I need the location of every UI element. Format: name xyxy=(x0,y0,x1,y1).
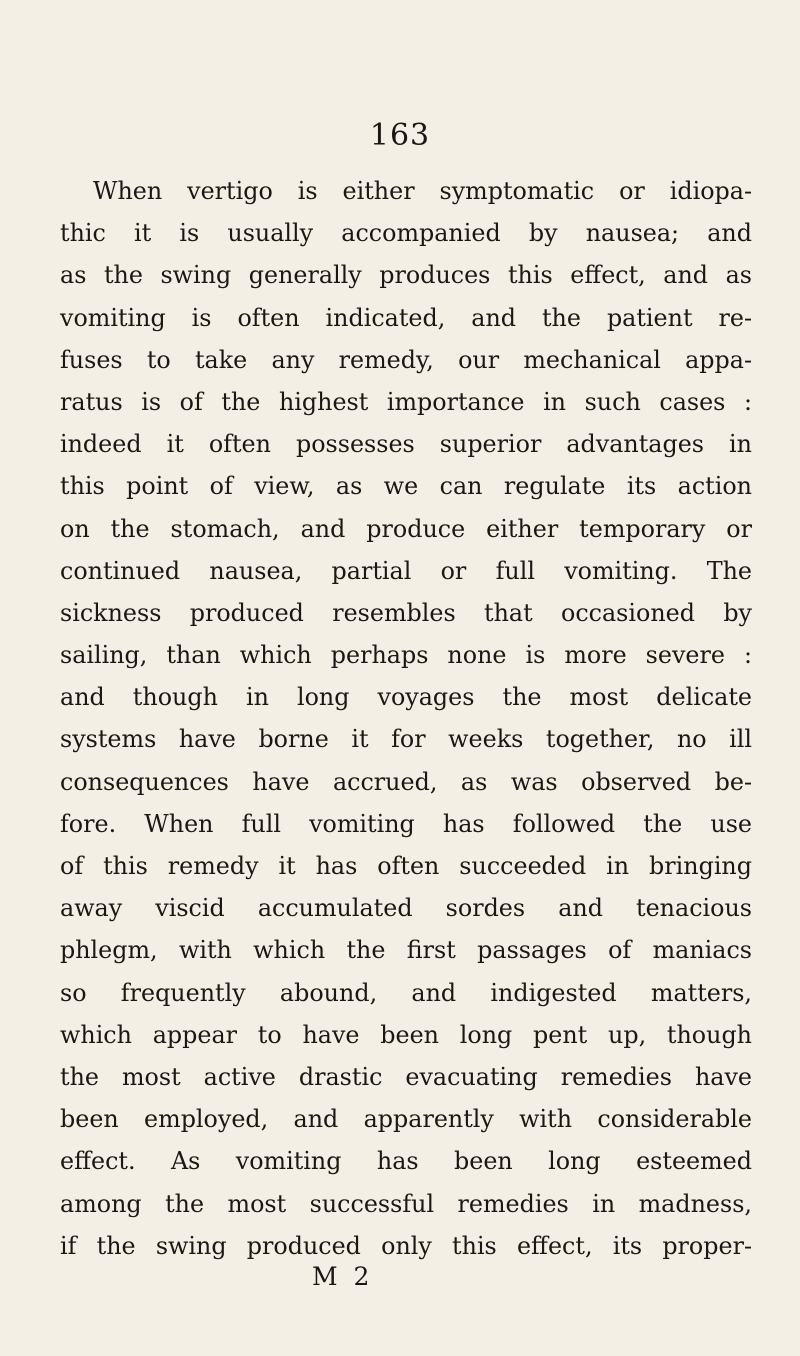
text-line: away viscid accumulated sordes and tenacious xyxy=(60,894,752,923)
text-line: systems have borne it for weeks together, no ill xyxy=(60,725,752,754)
text-line: if the swing produced only this effect, its proper- xyxy=(60,1231,752,1260)
text-line: ratus is of the highest importance in such cases : xyxy=(60,387,752,416)
text-line: so frequently abound, and indigested matters, xyxy=(60,978,752,1007)
text-line: consequences have accrued, as was observed be- xyxy=(60,767,752,796)
text-line: effect. As vomiting has been long esteemed xyxy=(60,1147,752,1176)
text-line: phlegm, with which the first passages of maniacs xyxy=(60,936,752,965)
text-line: which appear to have been long pent up, though xyxy=(60,1020,752,1049)
signature-mark: M 2 xyxy=(312,1262,374,1291)
page-number: 163 xyxy=(369,118,431,153)
text-line: on the stomach, and produce either temporary or xyxy=(60,514,752,543)
text-line: this point of view, as we can regulate its action xyxy=(60,472,752,501)
text-line: and though in long voyages the most delicate xyxy=(60,683,752,712)
text-line: been employed, and apparently with considerable xyxy=(60,1105,752,1134)
text-line: fuses to take any remedy, our mechanical appa- xyxy=(60,345,752,374)
text-line: among the most successful remedies in madness, xyxy=(60,1189,752,1218)
text-line: When vertigo is either symptomatic or idiopa- xyxy=(93,177,752,205)
text-line: sickness produced resembles that occasioned by xyxy=(60,598,752,627)
text-line: the most active drastic evacuating remedies have xyxy=(60,1062,752,1091)
text-line: as the swing generally produces this effect, and as xyxy=(60,261,752,290)
text-line: continued nausea, partial or full vomiting. The xyxy=(60,556,752,585)
text-line: of this remedy it has often succeeded in bringing xyxy=(60,852,752,880)
body-text xyxy=(60,170,752,1267)
text-line: thic it is usually accompanied by nausea; and xyxy=(60,219,752,248)
text-line: vomiting is often indicated, and the patient re- xyxy=(60,303,752,332)
text-line: sailing, than which perhaps none is more severe : xyxy=(60,641,752,670)
text-line: fore. When full vomiting has followed the use xyxy=(60,809,752,838)
text-line: indeed it often possesses superior advantages in xyxy=(60,430,752,459)
